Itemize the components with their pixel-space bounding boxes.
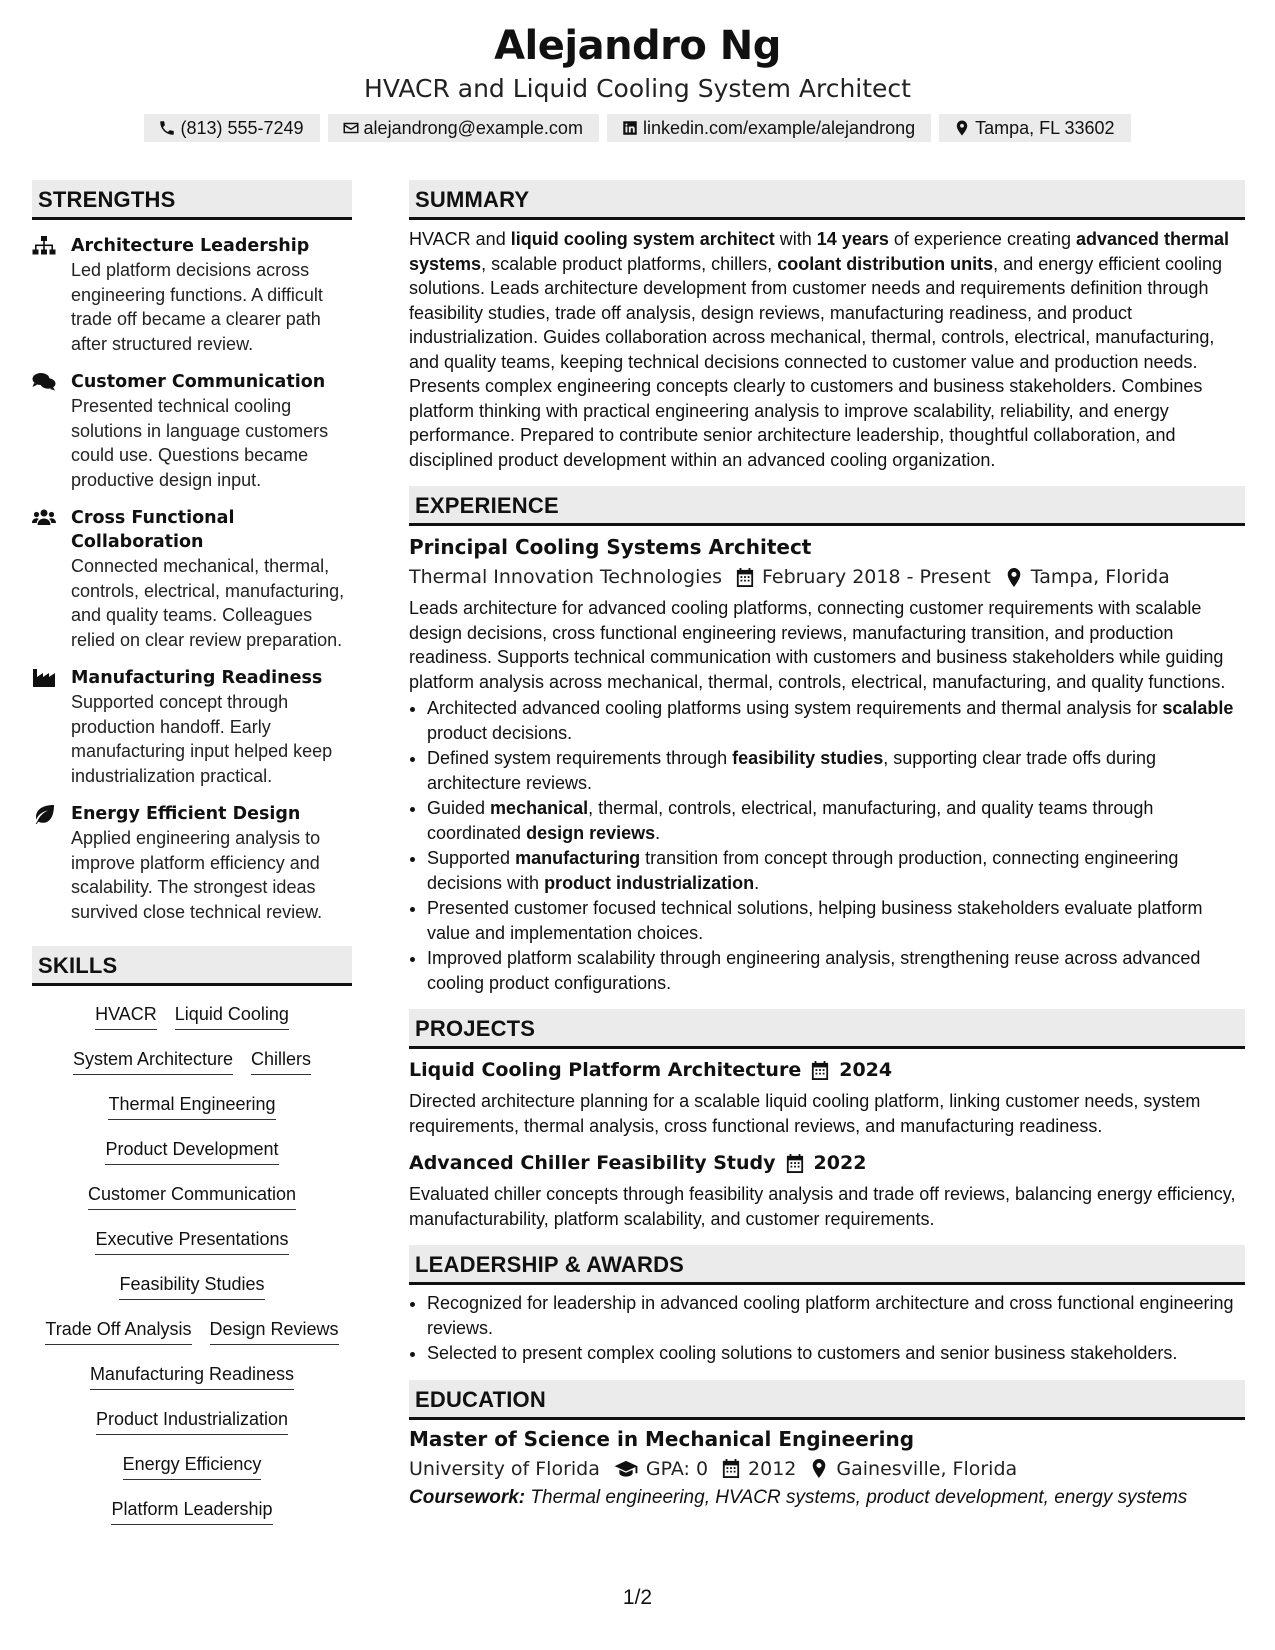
emphasis-text: mechanical <box>490 798 589 818</box>
gpa: GPA: 0 <box>645 1457 709 1480</box>
skill-tag: HVACR <box>95 1002 157 1030</box>
text-segment: transition from concept through production, connecting engineering decisions with <box>427 848 1179 893</box>
users-icon <box>32 508 56 528</box>
skill-tag: Trade Off Analysis <box>45 1317 191 1345</box>
summary-text <box>409 227 1245 472</box>
skill-tag: Product Development <box>105 1137 278 1165</box>
map-pin-icon <box>810 1459 828 1478</box>
contact-location <box>939 114 1130 142</box>
contact-email-text: alejandrong@example.com <box>363 118 583 138</box>
resume-header <box>0 20 1275 142</box>
strength-item <box>32 666 352 788</box>
skills-heading: SKILLS <box>32 946 352 986</box>
right-column <box>409 180 1245 1512</box>
graduation-cap-icon <box>614 1459 638 1478</box>
skill-tag: Customer Communication <box>88 1182 296 1210</box>
coursework-text: Thermal engineering, HVACR systems, product development, energy systems <box>530 1486 1188 1508</box>
text-segment: Improved platform scalability through engineering analysis, strengthening reuse across advanced cooling product configurations. <box>427 948 1201 993</box>
comments-icon <box>32 372 56 392</box>
skill-tag: Executive Presentations <box>95 1227 288 1255</box>
leadership-item: • Recognized for leadership in advanced cooling platform architecture and cross functional engineering reviews. <box>427 1291 1245 1340</box>
text-segment: Supported <box>427 848 516 868</box>
strength-title: Manufacturing Readiness <box>71 668 323 688</box>
contact-email[interactable] <box>328 114 599 142</box>
experience-bullet <box>427 896 1245 945</box>
text-segment: product decisions. <box>427 722 573 743</box>
school-location: Gainesville, Florida <box>836 1457 1018 1480</box>
strength-desc: Presented technical cooling solutions in language customers could use. Questions became productive design input. <box>71 396 329 490</box>
text-segment: . <box>754 872 760 893</box>
coursework <box>409 1484 1245 1512</box>
strength-desc: Applied engineering analysis to improve platform efficiency and scalability. The strongest ideas survived close technical review. <box>71 828 323 922</box>
strength-desc: Connected mechanical, thermal, controls, electrical, manufacturing, and quality teams. Colleagues relied on clear review preparation. <box>71 556 345 650</box>
experience-bullet <box>427 846 1245 895</box>
strength-desc: Led platform decisions across engineering functions. A difficult trade off became a clearer path after structured review. <box>71 260 323 354</box>
skills-list <box>32 996 352 1536</box>
text-segment: , scalable product platforms, chillers, <box>481 253 778 274</box>
contact-linkedin[interactable] <box>607 114 931 142</box>
contact-phone[interactable] <box>144 114 319 142</box>
emphasis-text: advanced thermal systems <box>409 229 1230 274</box>
summary-heading: SUMMARY <box>409 180 1245 220</box>
strength-item <box>32 802 352 924</box>
contact-bar <box>0 114 1275 142</box>
experience-bullet <box>427 696 1245 745</box>
contact-phone-text: (813) 555-7249 <box>180 118 304 138</box>
envelope-icon <box>342 119 360 137</box>
projects-heading: PROJECTS <box>409 1009 1245 1049</box>
project-title-row <box>409 1148 1245 1178</box>
emphasis-text: coolant distribution units <box>777 253 994 274</box>
skill-tag: Manufacturing Readiness <box>90 1362 294 1390</box>
text-segment: , supporting clear trade offs during architecture reviews. <box>427 748 1157 793</box>
experience-bullets <box>409 696 1245 995</box>
text-segment: , thermal, controls, electrical, manufacturing, and quality teams through coordinated <box>427 798 1154 843</box>
map-pin-icon <box>1005 568 1023 587</box>
experience-bullet <box>427 946 1245 995</box>
school-name: University of Florida <box>409 1457 600 1480</box>
experience-bullet <box>427 796 1245 845</box>
phone-icon <box>158 119 176 137</box>
degree: Master of Science in Mechanical Engineering <box>409 1426 915 1451</box>
skill-tag: Liquid Cooling <box>175 1002 289 1030</box>
contact-linkedin-text: linkedin.com/example/alejandrong <box>642 118 916 138</box>
emphasis-text: liquid cooling system architect <box>510 229 775 249</box>
left-column <box>32 180 352 1536</box>
skill-tag: Design Reviews <box>210 1317 339 1345</box>
experience-bullet <box>427 746 1245 795</box>
skill-tag: Feasibility Studies <box>119 1272 264 1300</box>
job-title: Principal Cooling Systems Architect <box>409 535 812 559</box>
skill-tag: Thermal Engineering <box>108 1092 275 1120</box>
map-pin-icon <box>953 119 971 137</box>
calendar-icon <box>736 568 754 587</box>
graduation-year: 2012 <box>748 1457 797 1480</box>
coursework-label: Coursework: <box>409 1486 526 1508</box>
skill-tag: System Architecture <box>73 1047 233 1075</box>
job-dates: February 2018 - Present <box>761 566 991 588</box>
text-segment: with <box>774 229 817 249</box>
emphasis-text: manufacturing <box>515 848 641 868</box>
text-segment: Defined system requirements through <box>427 748 733 768</box>
linkedin-icon <box>621 119 639 137</box>
project-year: 2024 <box>839 1059 893 1081</box>
calendar-icon <box>811 1061 829 1080</box>
text-segment: Guided <box>427 798 491 818</box>
job-description: Leads architecture for advanced cooling platforms, connecting customer requirements with scalable design decisions, cross functional engineering reviews, manufacturing transition, and production readiness. Supports technical communication with customers and business stakeholders while guiding platform analysis across mechanical, thermal, controls, electrical, manufacturing, and quality functions. <box>409 598 1226 692</box>
strength-item <box>32 234 352 356</box>
text-segment: , and energy efficient cooling solutions. Leads architecture development from customer needs and requirements definition through feasibility studies, trade off analysis, design reviews, manufacturing readiness, and product industrialization. Guides collaboration across mechanical, thermal, controls, electrical, manufacturing, and quality teams, keeping technical decisions connected to customer value and production needs. Presents complex engineering concepts clearly to customers and business stakeholders. Combines platform thinking with practical engineering analysis to improve scalability, reliability, and energy performance. Prepared to contribute senior architecture leadership, thoughtful collaboration, and disciplined product development within an advanced cooling organization. <box>409 253 1222 470</box>
project-title-row <box>409 1055 1245 1085</box>
emphasis-text: scalable <box>1162 698 1234 718</box>
job-meta <box>409 562 1245 592</box>
sitemap-icon <box>32 236 56 256</box>
candidate-title: HVACR and Liquid Cooling System Architect <box>364 74 911 103</box>
emphasis-text: design reviews <box>526 822 656 843</box>
company-name: Thermal Innovation Technologies <box>409 566 722 588</box>
education-heading: EDUCATION <box>409 1380 1245 1420</box>
text-segment: Architected advanced cooling platforms using system requirements and thermal analysis for <box>427 698 1163 718</box>
emphasis-text: feasibility studies <box>732 748 884 768</box>
strength-title: Customer Communication <box>71 372 326 392</box>
leadership-list <box>409 1291 1245 1366</box>
education-meta <box>409 1454 1245 1484</box>
text-segment: . <box>655 822 661 843</box>
text-segment: Presented customer focused technical solutions, helping business stakeholders evaluate platform value and implementation choices. <box>427 898 1203 943</box>
skill-tag: Product Industrialization <box>96 1407 288 1435</box>
project-title: Liquid Cooling Platform Architecture <box>409 1059 802 1081</box>
calendar-icon <box>722 1459 740 1478</box>
strength-title: Energy Efficient Design <box>71 804 301 824</box>
project-desc: Evaluated chiller concepts through feasibility analysis and trade off reviews, balancing energy efficiency, manufacturability, platform scalability, and customer requirements. <box>409 1184 1236 1229</box>
emphasis-text: product industrialization <box>544 872 755 893</box>
calendar-icon <box>786 1154 804 1173</box>
experience-heading: EXPERIENCE <box>409 486 1245 526</box>
strength-title: Architecture Leadership <box>71 236 310 256</box>
contact-location-text: Tampa, FL 33602 <box>975 118 1115 138</box>
candidate-name: Alejandro Ng <box>494 23 781 69</box>
strength-item <box>32 506 352 652</box>
skill-tag: Platform Leadership <box>111 1497 272 1525</box>
strength-item <box>32 370 352 492</box>
text-segment: HVACR and <box>409 229 511 249</box>
leadership-heading: LEADERSHIP & AWARDS <box>409 1245 1245 1285</box>
skill-tag: Chillers <box>251 1047 311 1075</box>
project-year: 2022 <box>813 1152 867 1174</box>
skill-tag: Energy Efficiency <box>123 1452 262 1480</box>
project-desc: Directed architecture planning for a scalable liquid cooling platform, linking customer needs, system requirements, thermal analysis, cross functional reviews, and manufacturing readiness. <box>409 1091 1201 1136</box>
emphasis-text: 14 years <box>816 229 889 249</box>
page-number: 1/2 <box>622 1586 653 1609</box>
text-segment: of experience creating <box>888 229 1076 249</box>
industry-icon <box>32 668 56 688</box>
project-title: Advanced Chiller Feasibility Study <box>409 1152 776 1174</box>
job-location: Tampa, Florida <box>1030 566 1170 588</box>
strength-desc: Supported concept through production handoff. Early manufacturing input helped keep industrialization practical. <box>71 692 333 786</box>
leaf-icon <box>32 804 56 824</box>
strengths-heading: STRENGTHS <box>32 180 352 220</box>
leadership-item: • Selected to present complex cooling solutions to customers and senior business stakeholders. <box>427 1341 1245 1366</box>
strength-title: Cross Functional Collaboration <box>71 508 235 552</box>
